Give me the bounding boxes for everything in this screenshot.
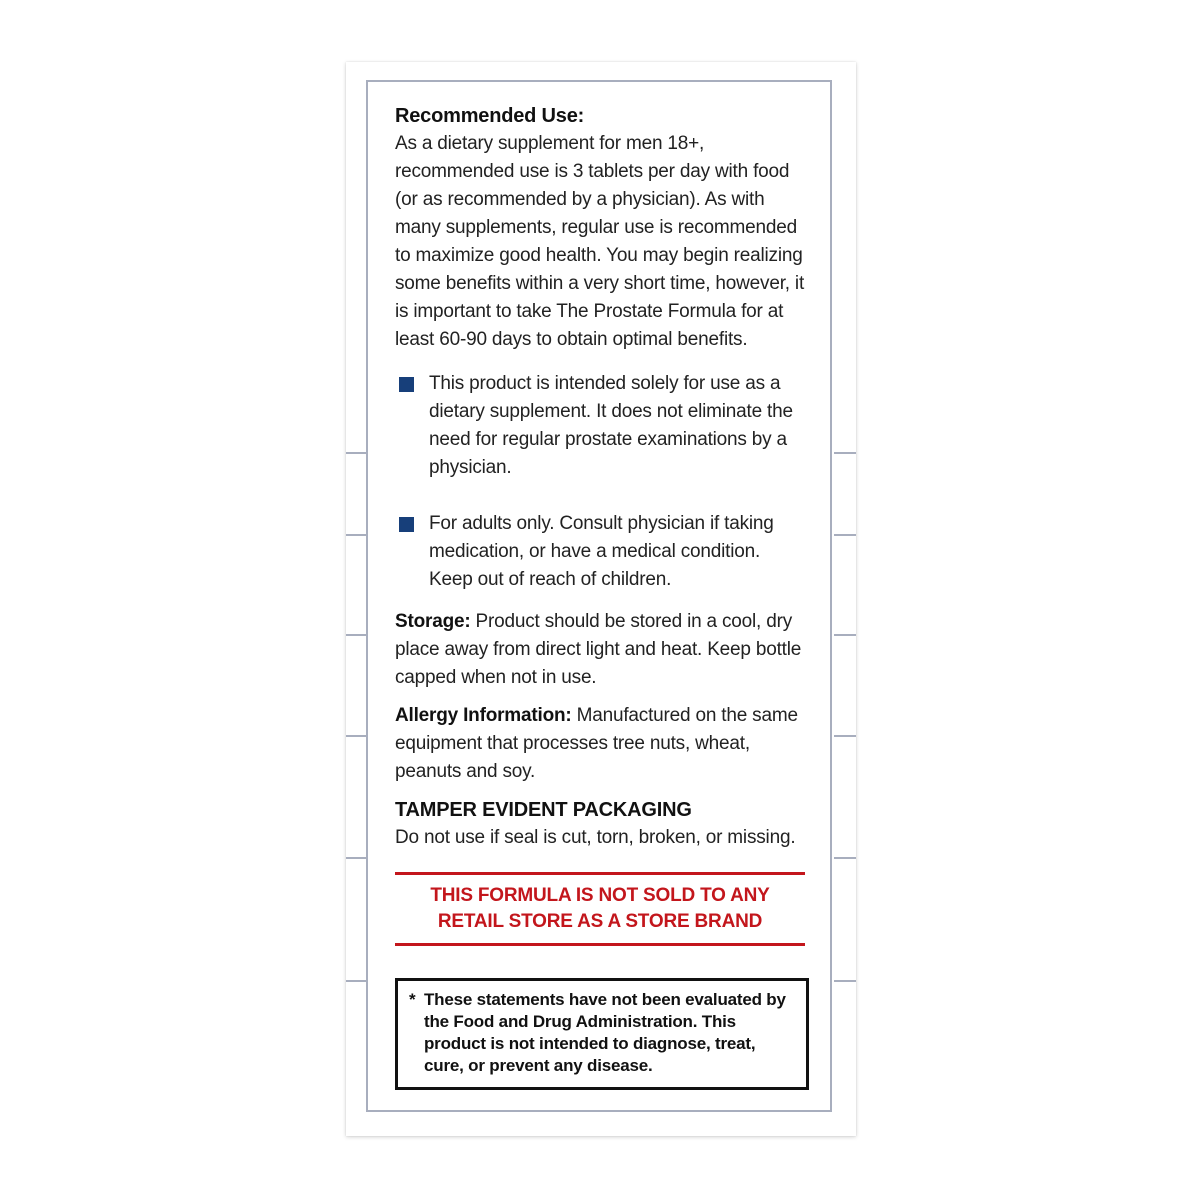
tamper-text: Do not use if seal is cut, torn, broken, or missing. [395, 827, 796, 848]
label-content [395, 102, 807, 1090]
list-item [395, 510, 807, 594]
asterisk: * [409, 990, 416, 1009]
frame-tick [346, 634, 368, 636]
label-card [346, 62, 856, 1136]
square-bullet-icon [399, 517, 414, 532]
recommended-use-text: As a dietary supplement for men 18+, recommended use is 3 tablets per day with food (or as recommended by a physician). As with many supplements, regular use is recommended to maximize good health. You may begin realizing some benefits within a very short time, however, it is important to take The Prostate Formula for at least 60-90 days to obtain optimal benefits. [395, 133, 805, 350]
recommended-use-heading: Recommended Use: [395, 105, 585, 127]
frame-tick [834, 980, 856, 982]
frame-tick [834, 634, 856, 636]
frame-tick [834, 452, 856, 454]
allergy-heading: Allergy Information: [395, 705, 572, 726]
storage-heading: Storage: [395, 611, 471, 632]
notice-line-1: THIS FORMULA IS NOT SOLD TO ANY [430, 885, 770, 906]
frame-tick [346, 980, 368, 982]
list-item [395, 370, 807, 482]
frame-tick [346, 534, 368, 536]
storage-section [395, 608, 807, 692]
tamper-heading: TAMPER EVIDENT PACKAGING [395, 799, 692, 821]
bullet-text: For adults only. Consult physician if taking medication, or have a medical condition. Keep out of reach of children. [429, 513, 774, 590]
allergy-section [395, 702, 807, 786]
frame-tick [346, 452, 368, 454]
square-bullet-icon [399, 377, 414, 392]
frame-tick [834, 735, 856, 737]
store-brand-notice [395, 872, 805, 946]
frame-tick [346, 857, 368, 859]
notice-line-2: RETAIL STORE AS A STORE BRAND [437, 911, 763, 932]
frame-tick [346, 735, 368, 737]
allergy-text: Manufactured on the same equipment that processes tree nuts, wheat, peanuts and soy. [395, 705, 798, 782]
frame-tick [834, 534, 856, 536]
disclaimer-text: These statements have not been evaluated by the Food and Drug Administration. This product is not intended to diagnose, treat, cure, or prevent any disease. [424, 990, 786, 1075]
frame-tick [834, 857, 856, 859]
bullet-text: This product is intended solely for use as a dietary supplement. It does not eliminate the need for regular prostate examinations by a physician. [429, 373, 793, 478]
storage-text: Product should be stored in a cool, dry place away from direct light and heat. Keep bottle capped when not in use. [395, 611, 802, 688]
fda-disclaimer-box [395, 978, 809, 1090]
